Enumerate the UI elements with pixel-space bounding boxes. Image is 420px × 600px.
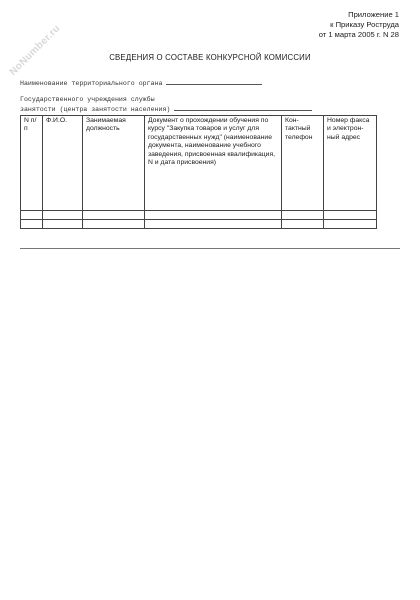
header-phone: Кон-тактный телефон <box>282 116 324 211</box>
table-cell[interactable] <box>282 211 324 220</box>
header-position: Занимаемая должность <box>83 116 145 211</box>
document-title: СВЕДЕНИЯ О СОСТАВЕ КОНКУРСНОЙ КОМИССИИ <box>109 53 311 62</box>
page-separator <box>20 248 400 249</box>
appendix-note <box>319 10 399 40</box>
table-cell[interactable] <box>282 220 324 229</box>
territorial-body-label: Наименование территориального органа <box>20 80 163 87</box>
watermark: NoNumber.ru <box>7 22 63 78</box>
table-header-row <box>21 116 377 211</box>
appendix-line-1: Приложение 1 <box>348 10 399 19</box>
header-fax-email: Номер факса и электрон-ный адрес <box>324 116 377 211</box>
header-training-document: Документ о прохождении обучения по курсу "Закупка товаров и услуг для государственных нужд" (наименование документа, наименование учебного заведения, присвоенная квалификация, N и дата присвоения) <box>145 116 282 211</box>
table-cell[interactable] <box>43 211 83 220</box>
state-institution-field <box>20 98 312 116</box>
state-institution-label-1: Государственного учреждения службы <box>20 96 155 103</box>
state-institution-label-2: занятости (центра занятости населения) <box>20 106 171 113</box>
table-row <box>21 220 377 229</box>
state-institution-blank[interactable] <box>174 104 312 111</box>
table-cell[interactable] <box>145 220 282 229</box>
table-cell[interactable] <box>43 220 83 229</box>
header-number: N п/п <box>21 116 43 211</box>
table-row <box>21 211 377 220</box>
table-cell[interactable] <box>324 220 377 229</box>
commission-table <box>20 115 377 229</box>
territorial-body-blank[interactable] <box>166 78 262 85</box>
appendix-line-3: от 1 марта 2005 г. N 28 <box>318 30 399 39</box>
table-cell[interactable] <box>83 220 145 229</box>
table-cell[interactable] <box>21 211 43 220</box>
table-cell[interactable] <box>145 211 282 220</box>
table-cell[interactable] <box>21 220 43 229</box>
header-full-name: Ф.И.О. <box>43 116 83 211</box>
table-cell[interactable] <box>324 211 377 220</box>
appendix-line-2: к Приказу Роструда <box>330 20 399 29</box>
table-cell[interactable] <box>83 211 145 220</box>
